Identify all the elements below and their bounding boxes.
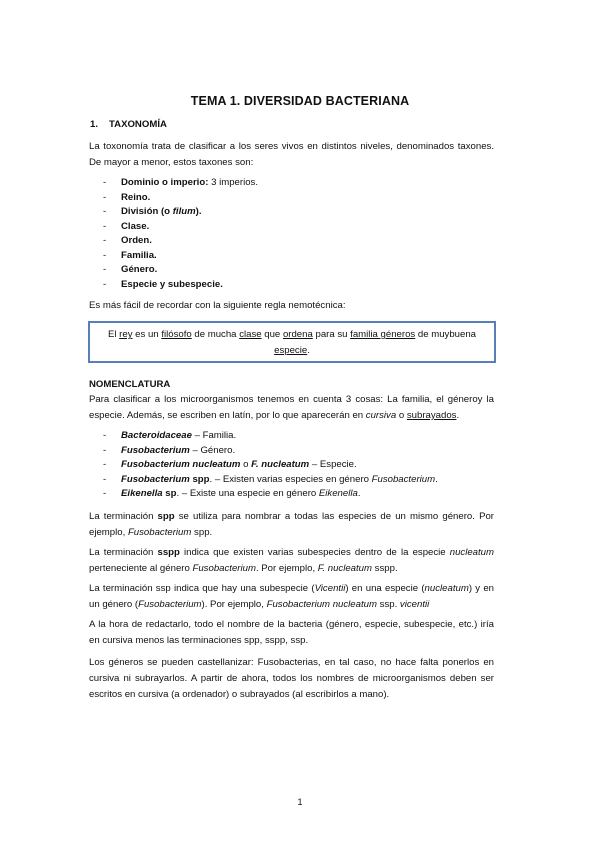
nomenclatura-paragraph: Para clasificar a los microorganismos tenemos en cuenta 3 cosas: La familia, el géneroy la especie. Además, se escriben en latín, por lo que aparecerán en cursiva o subrayados. [89,394,494,421]
list-item: - Orden. [103,235,152,246]
sspp-paragraph: La terminación sspp indica que existen varias subespecies dentro de la especie nucleatum perteneciente al género Fusobacterium. Por ejemplo, F. nucleatum sspp. [89,547,495,574]
spp-paragraph: La terminación spp se utiliza para nombrar a todas las especies de un mismo género. Por ejemplo, Fusobacterium spp. [89,511,494,538]
page-number: 1 [297,797,303,807]
mnemonic-box: El rey es un filósofo de mucha clase que ordena para su familia géneros de muybuena especie. [88,321,496,363]
intro-paragraph: La toxonomía trata de clasificar a los seres vivos en distintos niveles, denominados taxones. De mayor a menor, estos taxones son: [89,141,494,168]
list-item: - Fusobacterium – Género. [103,444,236,456]
list-item: - Clase. [103,220,150,232]
list-item: - Reino. [103,191,151,203]
page-title: TEMA 1. DIVERSIDAD BACTERIANA [190,94,410,108]
mnemonic-intro: Es más fácil de recordar con la siguiente regla nemotécnica: [89,300,346,311]
list-item: - Especie y subespecie. [103,278,223,290]
list-item: - Género. [103,264,158,275]
section-heading-taxonomia [90,119,167,130]
list-item: - Dominio o imperio: 3 imperios. [103,177,259,188]
section-number: 1. [90,119,99,130]
ssp-paragraph: La terminación ssp indica que hay una subespecie (Vicentii) en una especie (nucleatum) y en un género (Fusobacterium). Por ejemplo, Fusobacterium nucleatum ssp. vicentii [89,583,495,610]
nomenclatura-heading: NOMENCLATURA [89,379,171,390]
list-item: - Bacteroidaceae – Familia. [103,430,237,441]
redaction-paragraph: A la hora de redactarlo, todo el nombre de la bacteria (género, especie, subespecie, etc.) iría en cursiva menos las terminaciones spp, sspp, ssp. [89,619,494,646]
list-item: - Familia. [103,249,157,261]
section-label: TAXONOMÍA [109,119,167,130]
taxa-list [103,176,258,292]
list-item: - Eikenella sp. – Existe una especie en género Eikenella. [103,488,361,499]
list-item: - Fusobacterium spp. – Existen varias especies en género Fusobacterium. [103,473,438,485]
examples-list [103,429,438,502]
list-item: - Fusobacterium nucleatum o F. nucleatum – Especie. [103,459,357,470]
list-item: - División (o filum). [103,206,202,217]
generos-paragraph: Los géneros se pueden castellanizar: Fusobacterias, en tal caso, no hace falta ponerlos en cursiva ni subrayarlos. A partir de ahora, todos los nombres de microorganismos deben ser escritos en cursiva (a ordenador) o subrayados (al escribirlos a mano). [89,657,494,700]
